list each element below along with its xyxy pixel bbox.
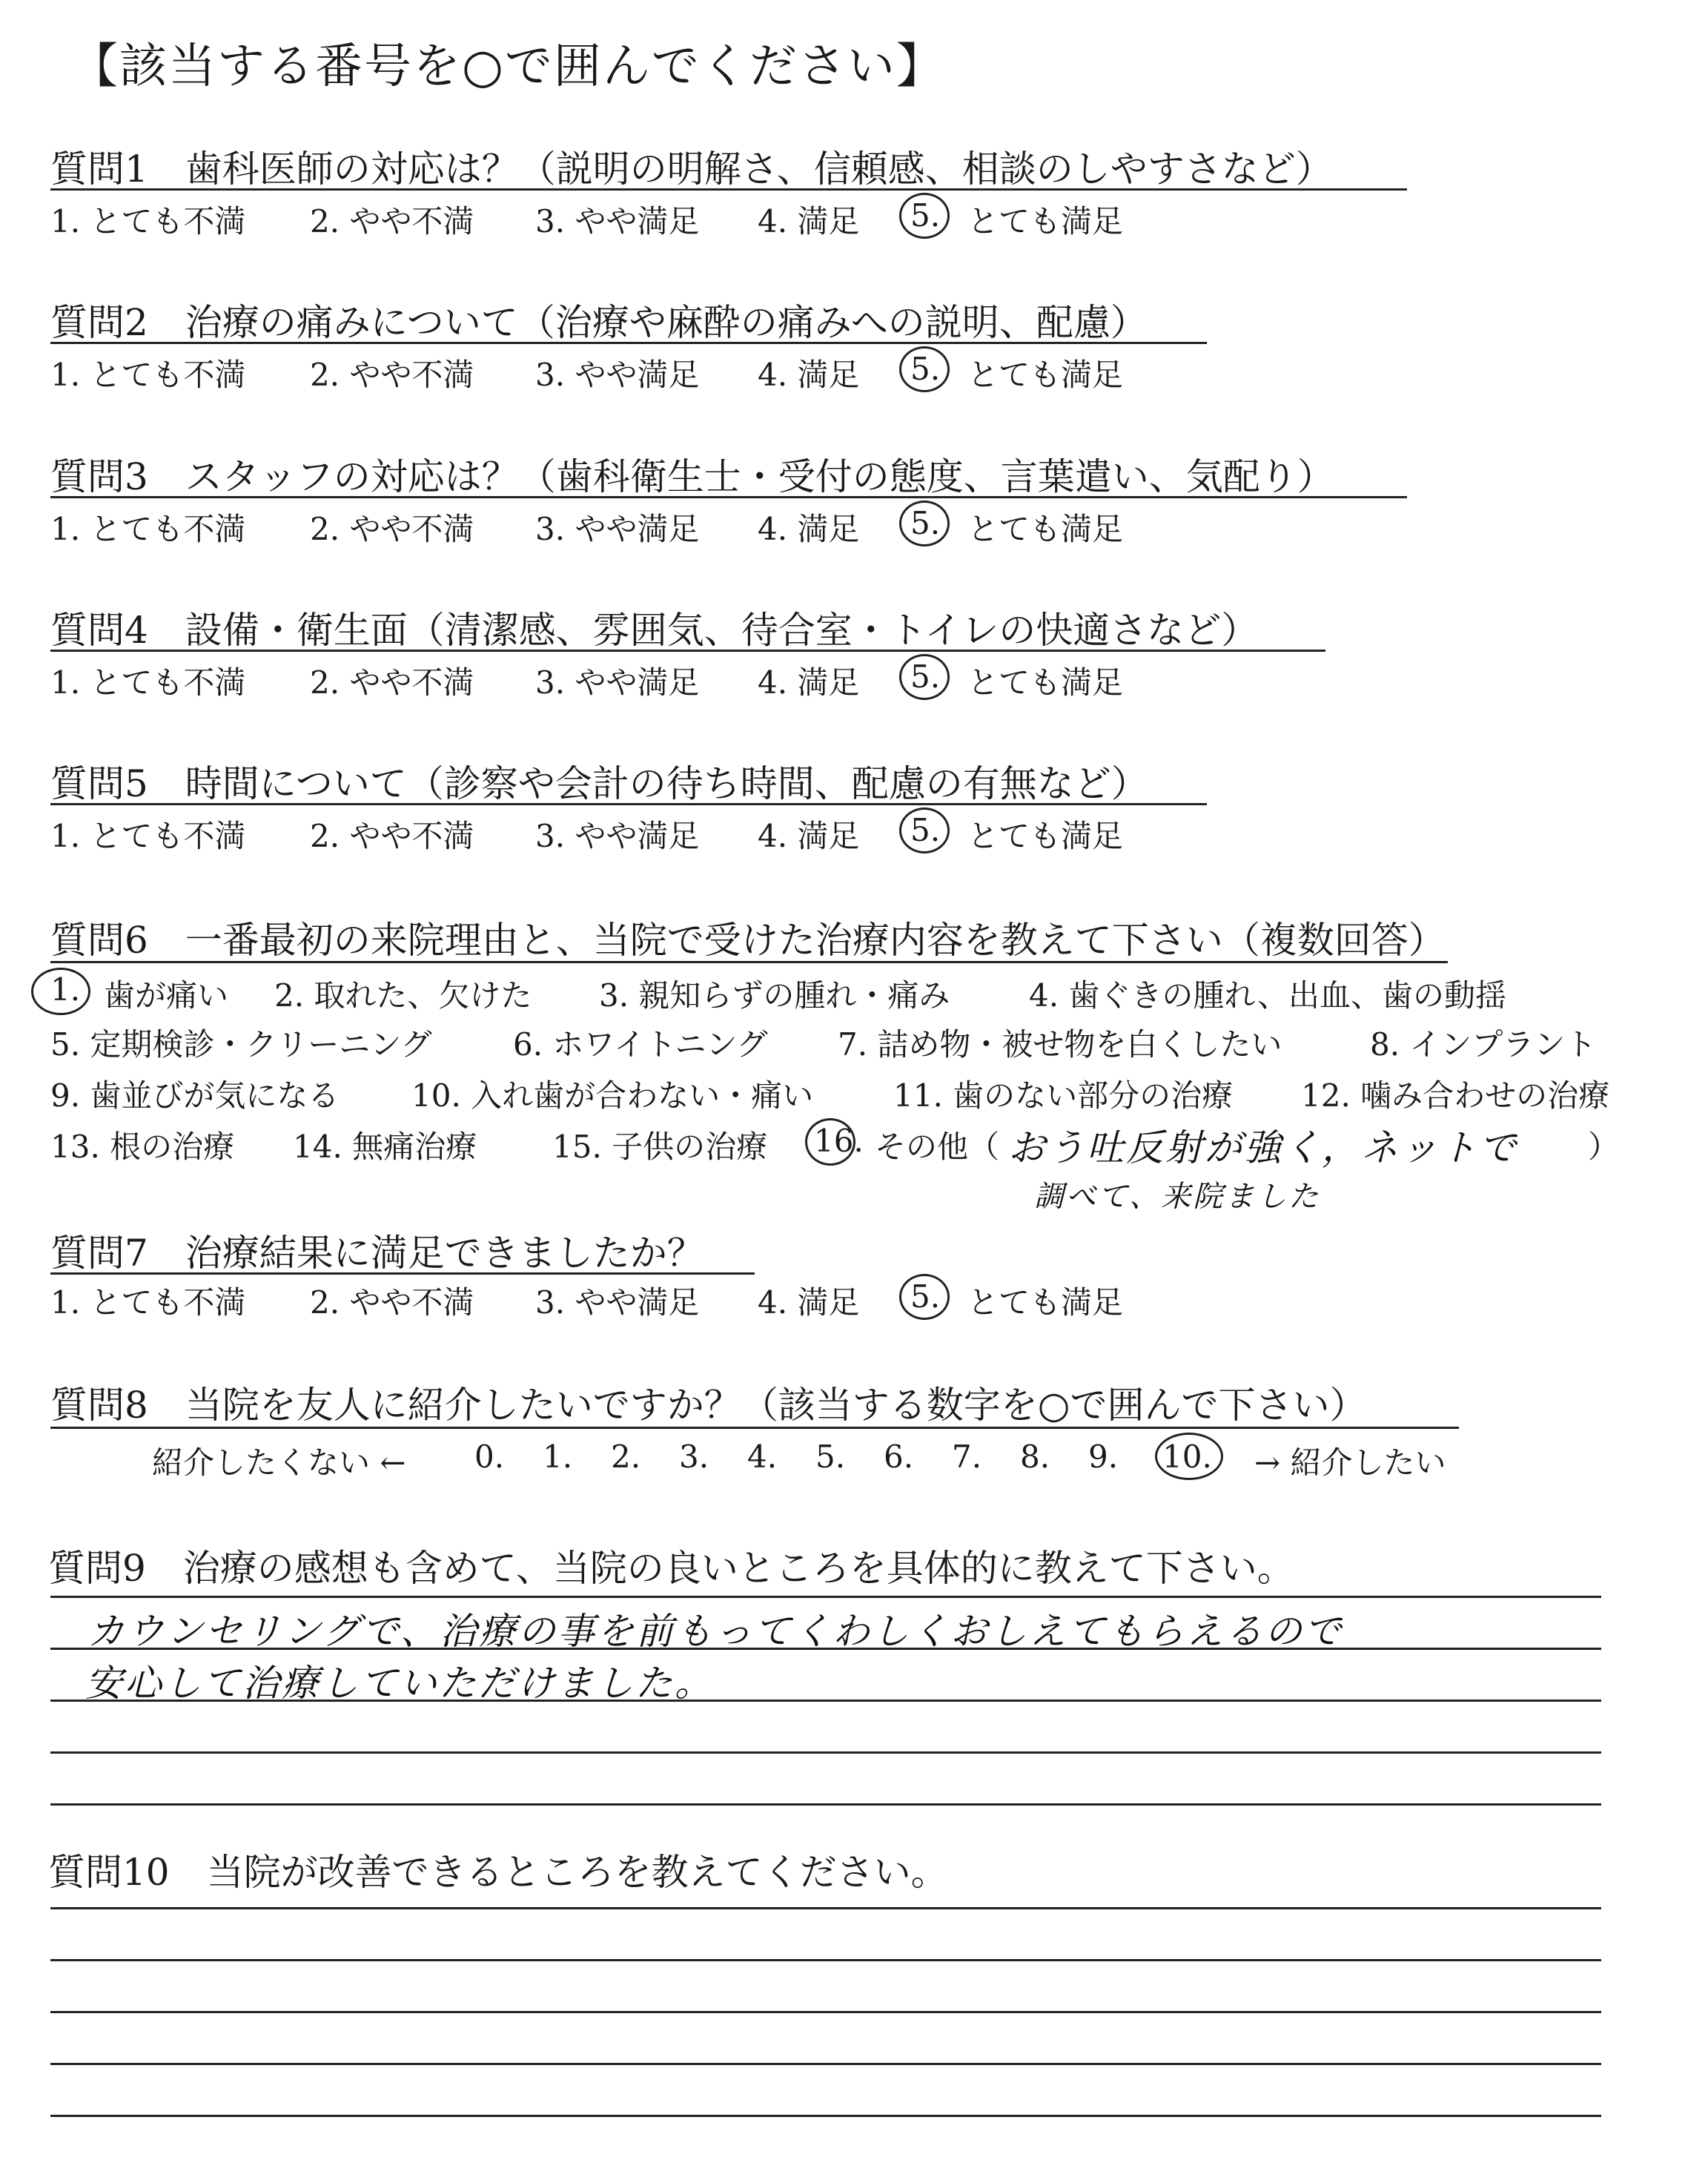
q2-underline [50,342,1207,344]
q8-scale-8[interactable]: 8. [1020,1439,1050,1475]
q9-rule-1 [50,1596,1601,1598]
q6-option-9[interactable]: 9. 歯並びが気になる [50,1077,340,1114]
q1-selection-circle [899,193,950,239]
q3-underline [50,496,1407,498]
q6-option-5[interactable]: 5. 定期検診・クリーニング [50,1026,432,1063]
q1-option-3[interactable]: 3. やや満足 [535,203,700,240]
q8-right-label: → 紹介したい [1254,1444,1446,1481]
page-header: 【該当する番号を○で囲んでください】 [70,39,945,94]
q8-selection-circle [1155,1433,1223,1480]
q3-title: 質問3 スタッフの対応は？（歯科衛生士・受付の態度、言葉遣い、気配り） [50,455,1334,498]
q6-option-15[interactable]: 15. 子供の治療 [552,1129,768,1165]
q2-option-2[interactable]: 2. やや不満 [310,357,474,393]
q4-option-5-label: とても満足 [967,664,1124,701]
q5-title: 質問5 時間について（診察や会計の待ち時間、配慮の有無など） [50,762,1148,805]
q8-scale-1[interactable]: 1. [543,1439,573,1475]
q10-rule-4 [50,2063,1601,2065]
q6-option-13[interactable]: 13. 根の治療 [50,1129,235,1165]
q9-rule-4 [50,1751,1601,1754]
q4-title: 質問4 設備・衛生面（清潔感、雰囲気、待合室・トイレの快適さなど） [50,609,1259,652]
q6-option-10[interactable]: 10. 入れ歯が合わない・痛い [411,1077,814,1114]
q6-option-2[interactable]: 2. 取れた、欠けた [274,977,532,1014]
q9-handwriting-line2: 安心して治療していただけました。 [85,1662,714,1705]
q6-option-3[interactable]: 3. 親知らずの腫れ・痛み [599,977,950,1014]
q3-option-4[interactable]: 4. 満足 [758,511,860,547]
q1-underline [50,188,1407,191]
q3-option-2[interactable]: 2. やや不満 [310,511,474,547]
q2-option-5-label: とても満足 [967,357,1124,393]
q1-title: 質問1 歯科医師の対応は？（説明の明解さ、信頼感、相談のしやすさなど） [50,148,1333,191]
q6-option-12[interactable]: 12. 噛み合わせの治療 [1301,1077,1610,1114]
q6-selection-circle-1 [31,968,90,1015]
q9-rule-5 [50,1803,1601,1806]
q10-rule-1 [50,1907,1601,1909]
q7-option-3[interactable]: 3. やや満足 [535,1284,700,1321]
q2-option-4[interactable]: 4. 満足 [758,357,860,393]
q8-scale-7[interactable]: 7. [952,1439,982,1475]
q5-option-3[interactable]: 3. やや満足 [535,818,700,854]
q7-option-5[interactable]: 5. [910,1278,941,1315]
q6-option-4[interactable]: 4. 歯ぐきの腫れ、出血、歯の動揺 [1029,977,1506,1014]
q8-scale-5[interactable]: 5. [815,1439,846,1475]
q4-option-5[interactable]: 5. [910,658,941,695]
q6-option-16-label: その他（ [875,1129,1000,1165]
q10-rule-5 [50,2115,1601,2117]
q6-option-7[interactable]: 7. 詰め物・被せ物を白くしたい [838,1026,1282,1063]
q2-selection-circle [899,346,950,392]
q7-option-2[interactable]: 2. やや不満 [310,1284,474,1321]
q8-scale-0[interactable]: 0. [474,1439,505,1475]
q4-option-4[interactable]: 4. 満足 [758,664,860,701]
q6-option-8[interactable]: 8. インプラント [1370,1026,1597,1063]
q10-rule-2 [50,1959,1601,1961]
q8-scale-6[interactable]: 6. [884,1439,914,1475]
q5-option-1[interactable]: 1. とても不満 [50,818,246,854]
q6-other-handwriting-line2: 調べて、来院ました [1034,1180,1321,1214]
q2-option-1[interactable]: 1. とても不満 [50,357,246,393]
q6-option-16-close: ） [1588,1129,1620,1165]
q8-scale-2[interactable]: 2. [611,1439,641,1475]
q6-option-1[interactable]: 1. [50,971,81,1008]
q8-scale-10[interactable]: 10. [1162,1439,1212,1475]
q8-scale-4[interactable]: 4. [747,1439,778,1475]
q2-option-5[interactable]: 5. [910,351,941,387]
q5-option-2[interactable]: 2. やや不満 [310,818,474,854]
q8-left-label: 紹介したくない ← [152,1444,406,1481]
q1-option-1[interactable]: 1. とても不満 [50,203,246,240]
q4-selection-circle [899,654,950,700]
q5-option-5-label: とても満足 [967,818,1124,854]
q10-rule-3 [50,2011,1601,2013]
q6-other-handwriting-line1: おう吐反射が強く，ネットで [1008,1126,1518,1169]
q7-option-1[interactable]: 1. とても不満 [50,1284,246,1321]
q3-option-5-label: とても満足 [967,511,1124,547]
q6-option-1-label: 歯が痛い [104,977,229,1014]
q1-option-5-label: とても満足 [967,203,1124,240]
q7-option-5-label: とても満足 [967,1284,1124,1321]
q3-option-5[interactable]: 5. [910,505,941,541]
q2-option-3[interactable]: 3. やや満足 [535,357,700,393]
q6-selection-circle-16 [805,1118,855,1166]
q2-title: 質問2 治療の痛みについて（治療や麻酔の痛みへの説明、配慮） [50,301,1148,344]
q10-title: 質問10 当院が改善できるところを教えてください。 [48,1851,948,1894]
q9-title: 質問9 治療の感想も含めて、当院の良いところを具体的に教えて下さい。 [48,1547,1294,1590]
q4-option-1[interactable]: 1. とても不満 [50,664,246,701]
q6-option-16[interactable]: 16. [814,1123,864,1159]
q8-underline [50,1427,1459,1429]
q6-title: 質問6 一番最初の来院理由と、当院で受けた治療内容を教えて下さい（複数回答） [50,919,1446,962]
q3-selection-circle [899,501,950,546]
q8-title: 質問8 当院を友人に紹介したいですか？（該当する数字を○で囲んで下さい） [50,1384,1367,1427]
q8-scale-3[interactable]: 3. [679,1439,709,1475]
q5-underline [50,803,1207,805]
q4-option-3[interactable]: 3. やや満足 [535,664,700,701]
q3-option-1[interactable]: 1. とても不満 [50,511,246,547]
q6-option-11[interactable]: 11. 歯のない部分の治療 [893,1077,1234,1114]
q5-option-4[interactable]: 4. 満足 [758,818,860,854]
q5-option-5[interactable]: 5. [910,812,941,848]
q1-option-5[interactable]: 5. [910,197,941,234]
q4-option-2[interactable]: 2. やや不満 [310,664,474,701]
q4-underline [50,650,1325,652]
q6-underline [50,961,1448,963]
q6-option-6[interactable]: 6. ホワイトニング [513,1026,768,1063]
q8-scale-9[interactable]: 9. [1088,1439,1119,1475]
q9-handwriting-line1: カウンセリングで、治療の事を前もってくわしくおしえてもらえるので [87,1610,1343,1653]
q6-option-14[interactable]: 14. 無痛治療 [293,1129,477,1165]
q1-option-4[interactable]: 4. 満足 [758,203,860,240]
q7-selection-circle [899,1274,950,1320]
q1-option-2[interactable]: 2. やや不満 [310,203,474,240]
q7-underline [50,1272,755,1275]
q7-title: 質問7 治療結果に満足できましたか？ [50,1232,704,1275]
q3-option-3[interactable]: 3. やや満足 [535,511,700,547]
q5-selection-circle [899,807,950,853]
q7-option-4[interactable]: 4. 満足 [758,1284,860,1321]
